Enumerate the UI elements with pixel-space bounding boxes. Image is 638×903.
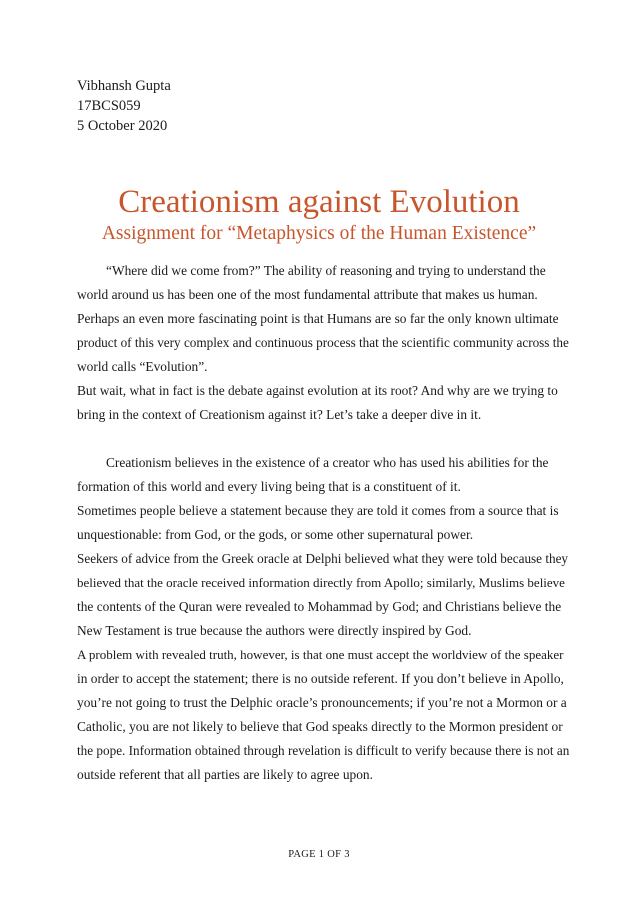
paragraph-6 <box>77 643 569 787</box>
text-line: Seekers of advice from the Greek oracle at Delphi believed what they were told because they <box>77 551 569 566</box>
page-number: PAGE 1 OF 3 <box>288 849 350 860</box>
text-line: Sometimes people believe a statement because they are told it comes from a source that is <box>77 503 559 518</box>
header-block <box>77 76 171 136</box>
author-name: Vibhansh Gupta <box>77 78 171 94</box>
document-subtitle: Assignment for “Metaphysics of the Human Existence” <box>101 223 537 244</box>
text-line: Perhaps an even more fascinating point is that Humans are so far the only known ultimate <box>77 311 559 326</box>
paragraph-2 <box>77 379 569 427</box>
text-line: believed that the oracle received information directly from Apollo; similarly, Muslims believe <box>77 575 565 590</box>
document-body <box>77 259 569 787</box>
text-line: the contents of the Quran were revealed to Mohammad by God; and Christians believe the <box>77 599 562 614</box>
text-line: world around us has been one of the most fundamental attribute that makes us human. <box>77 287 538 302</box>
text-line: bring in the context of Creationism against it? Let’s take a deeper dive in it. <box>77 407 482 422</box>
paragraph-spacer <box>77 427 569 451</box>
text-line: New Testament is true because the authors were directly inspired by God. <box>77 623 472 638</box>
text-line: formation of this world and every living being that is a constituent of it. <box>77 479 461 494</box>
paragraph-4 <box>77 499 569 547</box>
text-line: Creationism believes in the existence of a creator who has used his abilities for the <box>106 455 549 470</box>
paragraph-3 <box>77 451 569 499</box>
document-title: Creationism against Evolution <box>118 184 520 220</box>
text-line: A problem with revealed truth, however, is that one must accept the worldview of the speaker <box>77 647 564 662</box>
text-line: world calls “Evolution”. <box>77 359 208 374</box>
paragraph-1 <box>77 259 569 379</box>
roll-number: 17BCS059 <box>77 98 141 114</box>
text-line: product of this very complex and continuous process that the scientific community across the <box>77 335 569 350</box>
text-line: Catholic, you are not likely to believe that God speaks directly to the Mormon president or <box>77 719 563 734</box>
paragraph-5 <box>77 547 569 643</box>
text-line: in order to accept the statement; there is no outside referent. If you don’t believe in Apollo, <box>77 671 564 686</box>
text-line: But wait, what in fact is the debate against evolution at its root? And why are we trying to <box>77 383 558 398</box>
text-line: you’re not going to trust the Delphic oracle’s pronouncements; if you’re not a Mormon or a <box>77 695 567 710</box>
text-line: outside referent that all parties are likely to agree upon. <box>77 767 373 782</box>
date: 5 October 2020 <box>77 118 168 134</box>
text-line: “Where did we come from?” The ability of reasoning and trying to understand the <box>106 263 546 278</box>
text-line: unquestionable: from God, or the gods, or some other supernatural power. <box>77 527 474 542</box>
text-line: the pope. Information obtained through revelation is difficult to verify because there is not an <box>77 743 570 758</box>
